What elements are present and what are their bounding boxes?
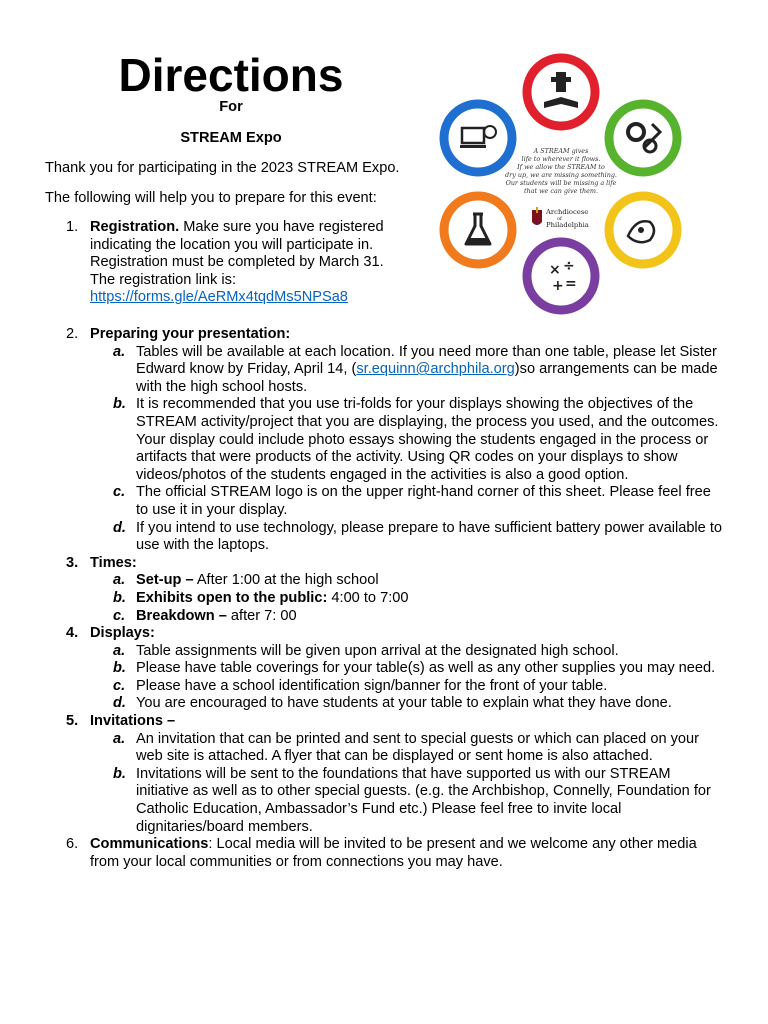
stream-logo (436, 50, 684, 315)
item-text: Please have a school identification sign/banner for the front of your table. (136, 677, 608, 694)
logo-ring-red (527, 58, 595, 126)
logo-ring-purple (527, 242, 595, 310)
item-letter: b. (113, 660, 126, 677)
section-number: 5. (66, 713, 79, 730)
list-item (113, 589, 726, 608)
times-heading: Times: (90, 554, 137, 571)
svg-text:+: + (552, 278, 564, 294)
item-letter: d. (113, 519, 126, 536)
item-text: If you intend to use technology, please prepare to have sufficient battery power available to use with the laptops. (136, 519, 723, 554)
item-letter: a. (113, 572, 126, 589)
intro-following: The following will help you to prepare for this event: (45, 190, 377, 206)
list-item (113, 730, 726, 766)
registration-heading: Registration. (90, 219, 180, 235)
logo-ring-orange (444, 196, 512, 264)
section-times (66, 555, 726, 625)
email-link[interactable]: sr.equinn@archphila.org (356, 361, 515, 378)
section-communications (66, 836, 726, 871)
item-letter: a. (113, 642, 126, 659)
item-value: After 1:00 at the high school (193, 572, 379, 589)
presentation-heading: Preparing your presentation: (90, 326, 291, 342)
item-letter: b. (113, 589, 126, 606)
svg-text:÷: ÷ (563, 258, 575, 274)
archdiocese-name (545, 208, 589, 229)
tables-text-end: )so arrangements can be made with the high school hosts. (136, 361, 718, 395)
list-item (113, 642, 726, 661)
section-presentation (66, 326, 726, 555)
logo-quote-line: life to wherever it flows. (521, 155, 601, 163)
registration-text (90, 219, 411, 307)
logo-quote-line: A STREAM gives (533, 147, 589, 155)
section-number: 2. (66, 326, 79, 342)
archdiocese-line1: Archdiocese (546, 208, 589, 216)
list-item (113, 572, 726, 590)
section-displays (66, 625, 726, 713)
item-text: It is recommended that you use tri-folds for your displays showing the objectives of the STREAM activity/project that you are displaying, the process you used, and the outcomes. Your display could include photo essays showing the students engaged in the process or artifacts that were products of the activity. Using QR codes on your displays to show videos/photos of the students engaged in the activities is also a good option. (136, 396, 719, 483)
item-letter: c. (113, 677, 126, 694)
item-label: Exhibits open to the public: (136, 589, 328, 606)
page-title: Directions (118, 49, 344, 101)
section-number: 4. (66, 625, 79, 642)
invitations-heading: Invitations – (90, 713, 176, 730)
list-item (113, 607, 726, 626)
item-letter: b. (113, 396, 126, 413)
item-value: 4:00 to 7:00 (327, 589, 409, 606)
item-letter: c. (113, 484, 126, 501)
item-letter: d. (113, 695, 126, 712)
item-text: Invitations will be sent to the foundations that have supported us with our STREAM initiative as well as to other special guests. (e.g. the Archbishop, Connelly, Foundation for Catholic Education, Ambassador’s Fund etc.) Please feel free to invite local dignitaries/board members. (136, 765, 711, 835)
registration-link[interactable]: https://forms.gle/AeRMx4tqdMs5NPSa8 (90, 289, 348, 306)
page-subtitle: STREAM Expo (180, 130, 282, 146)
section-number: 1. (66, 219, 79, 235)
section-number: 3. (66, 554, 79, 571)
list-item (113, 396, 726, 484)
item-letter: c. (113, 607, 126, 624)
communications-body: : Local media will be invited to be present and we welcome any other media from your local communities or from connections you may have. (90, 836, 697, 870)
item-label: Breakdown – (136, 607, 227, 624)
logo-ring-blue (444, 104, 512, 172)
logo-quote-line: that we can give them. (523, 187, 599, 195)
section-number: 6. (66, 836, 79, 853)
list-item (113, 660, 726, 678)
svg-text:×: × (549, 262, 561, 278)
item-value: after 7: 00 (226, 607, 297, 624)
logo-quote-line: If we allow the STREAM to (517, 163, 605, 171)
logo-ring-yellow (609, 196, 677, 264)
list-item (113, 677, 726, 696)
section-invitations (66, 713, 726, 836)
logo-quote-line: Our students will be missing a life (505, 179, 617, 187)
communications-heading: Communications (90, 836, 209, 853)
item-text (136, 608, 726, 626)
item-text: You are encouraged to have students at your table to explain what they have done. (136, 695, 672, 712)
archdiocese-line3: Philadelphia (546, 221, 589, 229)
list-item (113, 519, 726, 555)
item-text: An invitation that can be printed and sent to special guests or which can placed on your web site is attached. A flyer that can be displayed or sent home is also attached. (136, 730, 700, 765)
item-text (136, 344, 726, 397)
logo-quote (505, 147, 617, 195)
logo-ring-green (609, 104, 677, 172)
item-text: Please have table coverings for your table(s) as well as any other supplies you may need. (136, 660, 716, 677)
list-item (113, 695, 726, 713)
registration-body: Make sure you have registered indicating the location you will participate in. Registration must be completed by March 31. The registration link is: (90, 219, 384, 288)
archdiocese-line2: of (557, 216, 562, 222)
displays-heading: Displays: (90, 625, 155, 642)
item-text (136, 572, 726, 590)
item-text: The official STREAM logo is on the upper right-hand corner of this sheet. Please feel free to use it in your display. (136, 484, 711, 518)
section-registration (66, 219, 411, 307)
archdiocese-crest-icon (532, 207, 542, 225)
directions-list (66, 326, 726, 871)
svg-text:=: = (565, 276, 577, 292)
list-item (113, 765, 726, 836)
item-letter: b. (113, 765, 126, 782)
communications-text (90, 836, 726, 871)
item-text: Table assignments will be given upon arrival at the designated high school. (136, 642, 619, 659)
intro-thanks: Thank you for participating in the 2023 STREAM Expo. (45, 160, 400, 176)
list-item (113, 343, 726, 397)
item-letter: a. (113, 343, 126, 360)
item-letter: a. (113, 730, 126, 747)
item-text (136, 590, 726, 608)
logo-quote-line: dry up, we are missing something. (505, 171, 617, 179)
tables-text: Tables will be available at each location. If you need more than one table, please let Sister Edward know by Friday, April 14, ( (136, 343, 717, 378)
for-label: For (219, 99, 243, 115)
list-item (113, 484, 726, 519)
item-label: Set-up – (136, 572, 194, 589)
